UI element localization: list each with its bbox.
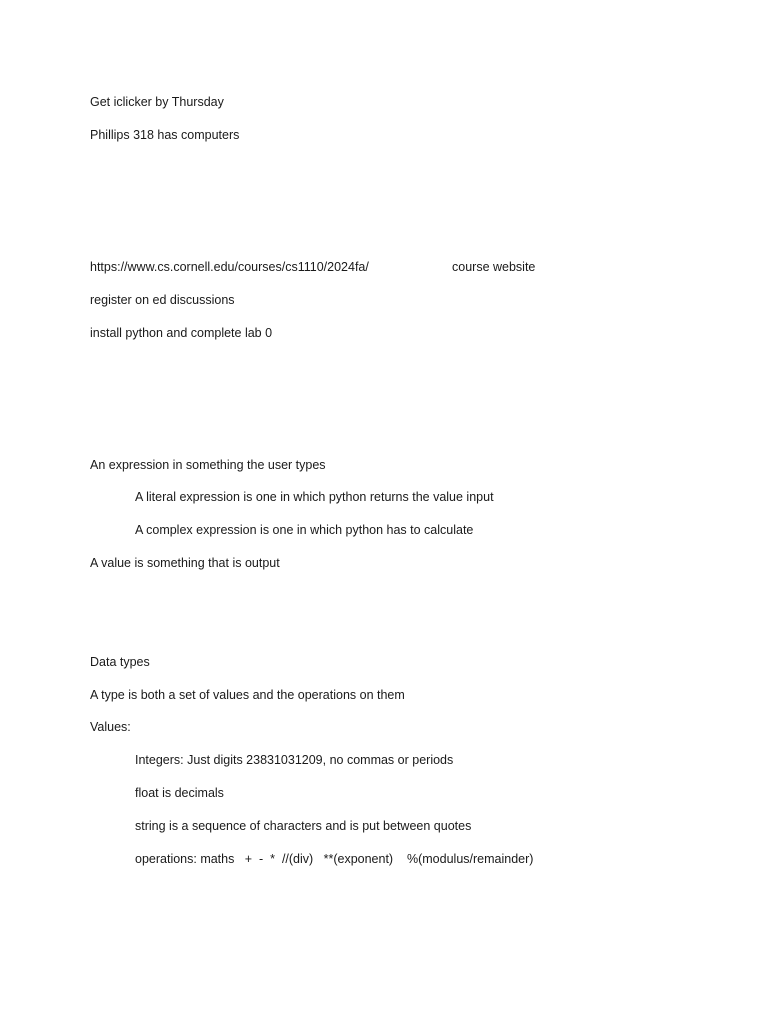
- task-ed-discussions: register on ed discussions: [90, 293, 235, 307]
- values-heading: Values:: [90, 720, 131, 734]
- course-url: https://www.cs.cornell.edu/courses/cs1110/2024fa/: [90, 260, 369, 274]
- course-url-label: course website: [452, 260, 536, 274]
- reminder-iclicker: Get iclicker by Thursday: [90, 95, 224, 109]
- type-definition: A type is both a set of values and the operations on them: [90, 688, 405, 702]
- values-item-integers: Integers: Just digits 23831031209, no commas or periods: [135, 753, 454, 767]
- value-definition: A value is something that is output: [90, 556, 280, 570]
- values-item-operations: operations: maths + - * //(div) **(exponent) %(modulus/remainder): [135, 852, 534, 866]
- expression-definition: An expression in something the user types: [90, 458, 326, 472]
- complex-expression: A complex expression is one in which python has to calculate: [135, 523, 474, 537]
- values-item-string: string is a sequence of characters and is put between quotes: [135, 819, 472, 833]
- data-types-heading: Data types: [90, 655, 150, 669]
- values-item-float: float is decimals: [135, 786, 224, 800]
- reminder-phillips: Phillips 318 has computers: [90, 128, 240, 142]
- task-install-python: install python and complete lab 0: [90, 326, 273, 340]
- literal-expression: A literal expression is one in which python returns the value input: [135, 490, 494, 504]
